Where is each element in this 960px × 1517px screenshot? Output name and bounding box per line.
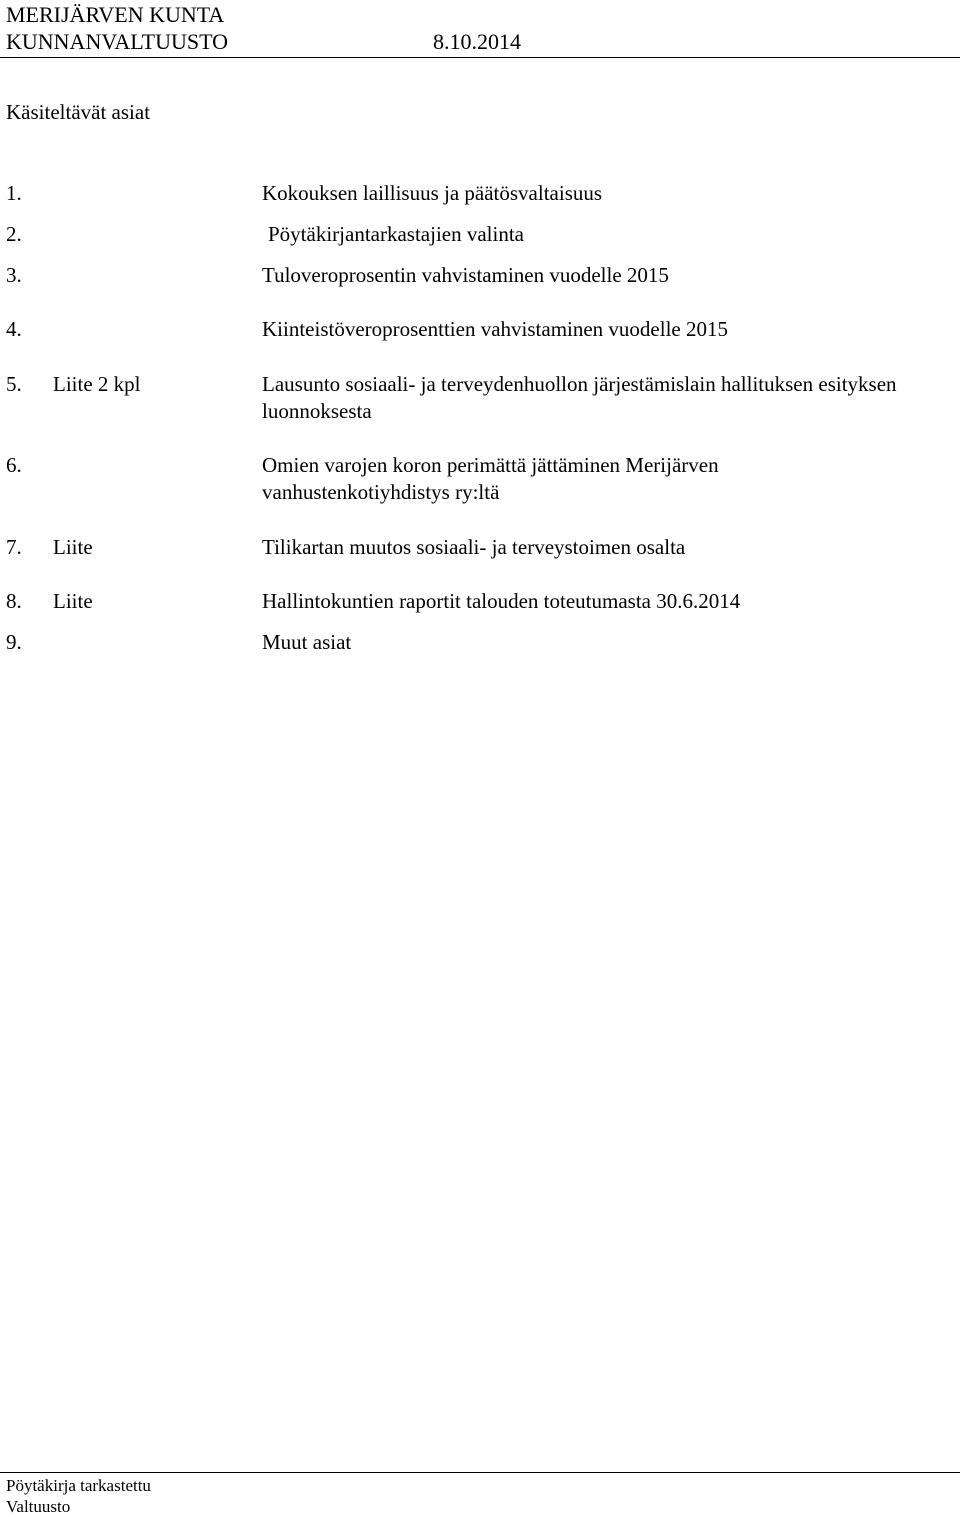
footer-body-label: Valtuusto <box>6 1497 71 1516</box>
agenda-item-title: Kokouksen laillisuus ja päätösvaltaisuus <box>262 181 603 205</box>
agenda-item-number: 5. <box>6 372 22 396</box>
governing-body: KUNNANVALTUUSTO <box>6 29 229 54</box>
agenda-item-number: 8. <box>6 589 22 613</box>
agenda-item-number: 7. <box>6 535 22 559</box>
agenda-item-number: 2. <box>6 222 22 246</box>
header-divider <box>0 57 960 58</box>
agenda-item-attachment: Liite 2 kpl <box>53 372 141 396</box>
footer-divider <box>0 1472 960 1473</box>
agenda-item-number: 6. <box>6 453 22 477</box>
agenda-item-title: Omien varojen koron perimättä jättäminen Merijärven vanhustenkotiyhdistys ry:ltä <box>262 453 719 504</box>
agenda-item-number: 4. <box>6 317 22 341</box>
agenda-item-attachment: Liite <box>53 589 93 613</box>
agenda-item-title: Kiinteistöveroprosenttien vahvistaminen vuodelle 2015 <box>262 317 728 341</box>
agenda-item-number: 9. <box>6 630 22 654</box>
agenda-title: Käsiteltävät asiat <box>6 100 151 124</box>
agenda-item-attachment: Liite <box>53 535 93 559</box>
organization-name: MERIJÄRVEN KUNTA <box>6 2 225 27</box>
meeting-date: 8.10.2014 <box>433 29 521 54</box>
agenda-item-title: Tuloveroprosentin vahvistaminen vuodelle 2015 <box>262 263 669 287</box>
agenda-item-number: 3. <box>6 263 22 287</box>
agenda-item-title: Tilikartan muutos sosiaali- ja terveystoimen osalta <box>262 535 686 559</box>
footer-reviewed-label: Pöytäkirja tarkastettu <box>6 1476 151 1495</box>
agenda-item-number: 1. <box>6 181 22 205</box>
agenda-item-title: Pöytäkirjantarkastajien valinta <box>268 222 524 246</box>
agenda-item-title: Lausunto sosiaali- ja terveydenhuollon järjestämislain hallituksen esityksen luonnoksesta <box>262 372 897 423</box>
agenda-item-title: Hallintokuntien raportit talouden toteutumasta 30.6.2014 <box>262 589 741 613</box>
agenda-item-title: Muut asiat <box>262 630 352 654</box>
